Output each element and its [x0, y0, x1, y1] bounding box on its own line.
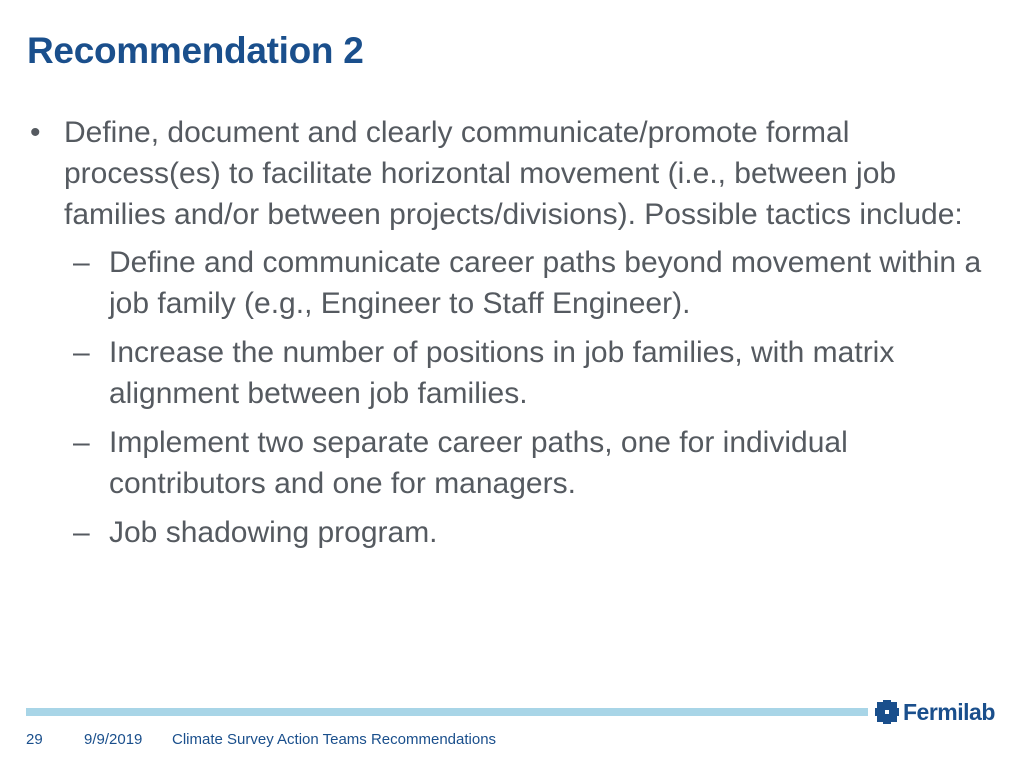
footer-divider-bar	[26, 708, 868, 716]
slide-content	[30, 112, 1000, 561]
dash-marker: –	[73, 336, 90, 369]
sub-bullet	[30, 242, 1000, 324]
main-bullet	[30, 112, 1000, 235]
sub-bullet-text: Increase the number of positions in job families, with matrix alignment between job families.	[109, 336, 895, 410]
slide-title: Recommendation 2	[27, 30, 364, 71]
sub-bullet	[30, 512, 1000, 553]
logo-text: Fermilab	[903, 698, 995, 725]
footer-title: Climate Survey Action Teams Recommendations	[172, 731, 497, 748]
sub-bullet	[30, 422, 1000, 504]
sub-bullet-text: Implement two separate career paths, one for individual contributors and one for managers.	[109, 426, 848, 500]
footer-date: 9/9/2019	[84, 731, 143, 748]
page-number: 29	[26, 731, 43, 748]
fermilab-logo-icon	[874, 699, 900, 725]
sub-bullet	[30, 332, 1000, 414]
dash-marker: –	[73, 246, 90, 279]
fermilab-logo	[874, 697, 995, 727]
main-bullet-text: Define, document and clearly communicate/promote formal process(es) to facilitate horizontal movement (i.e., between job families and/or between projects/divisions). Possible tactics include:	[64, 116, 963, 231]
dash-marker: –	[73, 516, 90, 549]
bullet-marker: •	[30, 116, 41, 149]
dash-marker: –	[73, 426, 90, 459]
sub-bullet-text: Define and communicate career paths beyond movement within a job family (e.g., Engineer to Staff Engineer).	[109, 246, 982, 320]
sub-bullet-list	[30, 242, 1000, 553]
sub-bullet-text: Job shadowing program.	[109, 516, 438, 549]
